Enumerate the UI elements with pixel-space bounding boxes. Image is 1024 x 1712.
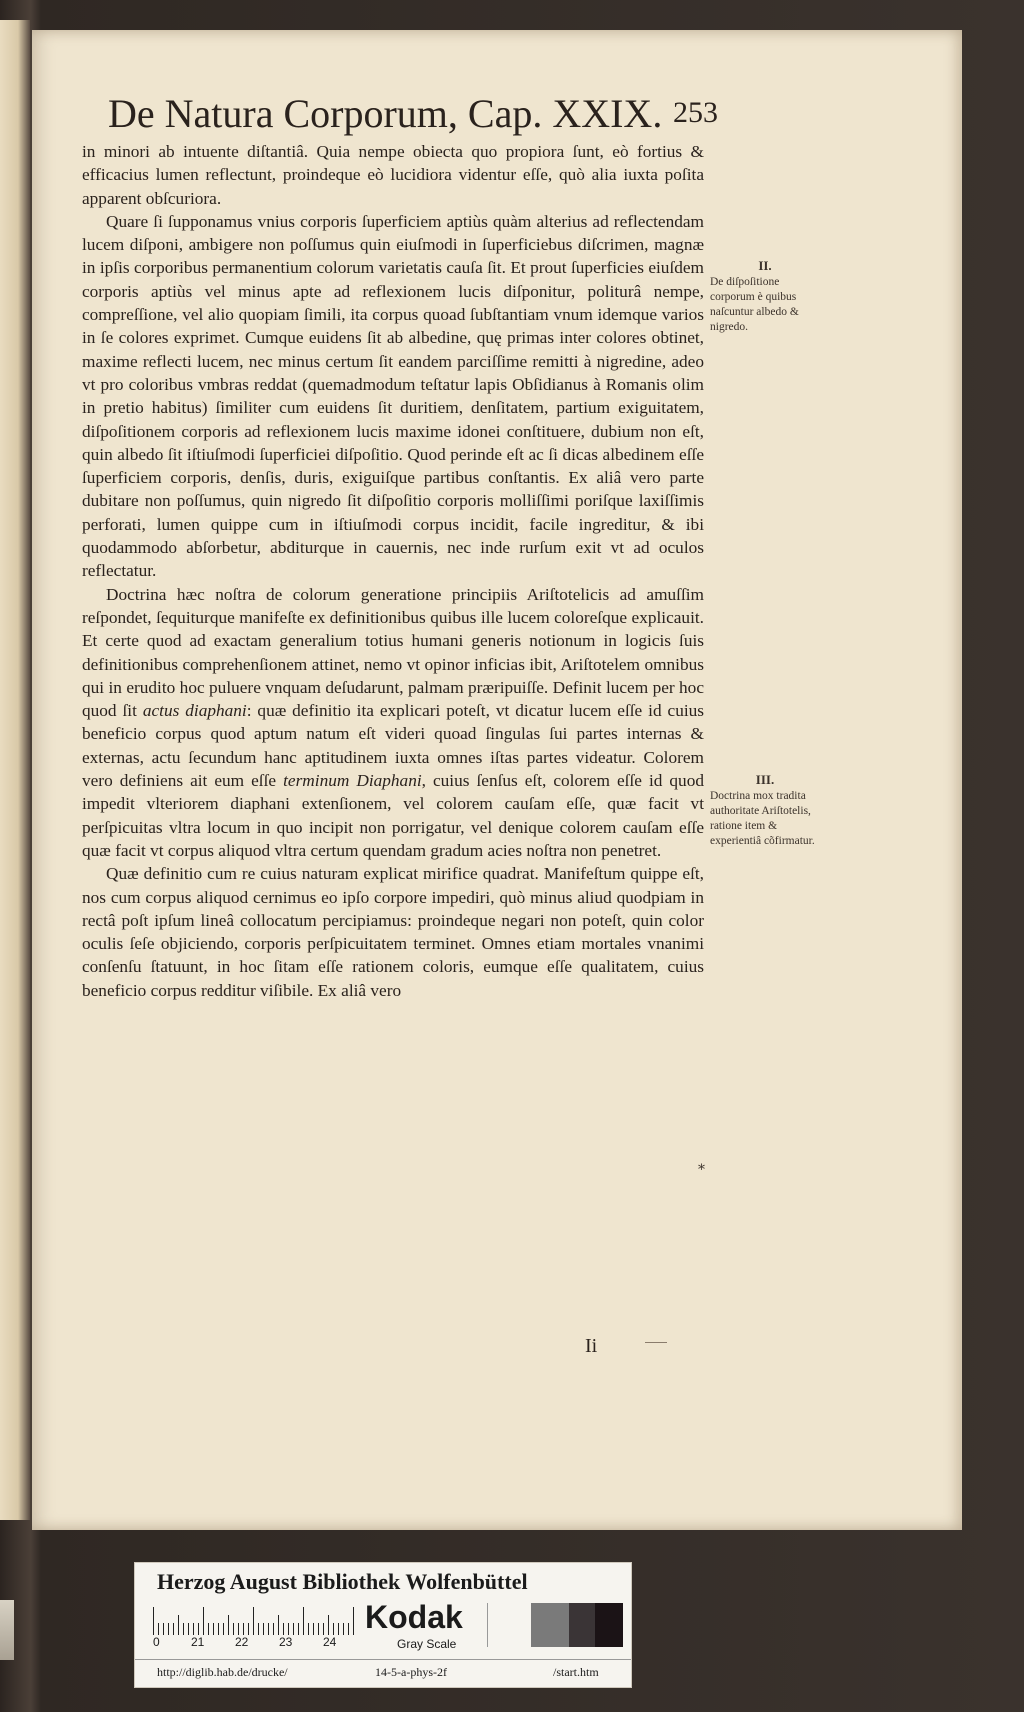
ruler-tick	[173, 1623, 174, 1635]
paragraph-continuation: in minori ab intuente diſtantiâ. Quia nempe obiecta quo propiora ſunt, eò fortius & efficacius lumen reflectunt, proindeque eò lucidiora videntur eſſe, quò alia iuxta poſita apparent obſcuriora.	[82, 142, 704, 208]
shelf-label	[0, 1600, 14, 1660]
divider	[135, 1659, 631, 1660]
url-id: 14-5-a-phys-2f	[375, 1665, 447, 1679]
ruler-tick	[328, 1615, 329, 1635]
margin-note-number: II.	[758, 258, 772, 273]
ruler-tick	[268, 1623, 269, 1635]
paragraph-quae-definitio: Quæ definitio cum re cuius naturam explicat mirifice quadrat. Manifeſtum quippe eſt, nos cum corpus aliquod cernimus eo ipſo corpore impediri, quò minus aliud quodpiam in rectâ poſt ipſum lineâ collocatum percipiamus: proindeque negari non poteſt, quin color oculis ſeſe objiciendo, corporis perſpicuitatem terminet. Omnes etiam mortales vnanimi conſenſu ſtatuunt, in hoc ſitam eſſe rationem coloris, eumque eſſe qualitatem, cuius beneficio corpus redditur viſibile. Ex aliâ vero	[82, 864, 704, 1000]
paragraph-II: Quare ſi ſupponamus vnius corporis ſuperficiem aptiùs quàm alterius ad reflectendam lucem diſponi, ambigere non poſſumus quin eiuſmodi in ſuperficiebus diſcrimen, magnæ in ipſis corporibus permanentium colorum varietatis cauſa ſit. Et prout ſuperficies eiuſdem corporis aptiùs vel minus apte ad reflexionem lucis diſponitur, politurâ nempe, compreſſione, vel alio quopiam ſimili, ita corpus quoad ſubſtantiam vnum idemque varios in ſe colores exprimet. Cumque euidens ſit ab albedine, quę primas inter colores obtinet, maxime reflecti lucem, nec minus certum ſit eandem parciſſime remitti à nigredine, adeo vt pro coloribus vmbras reddat (quemadmodum teſtatur lapis Obſidianus à Romanis olim in pretio habitus) ſimiliter cum euidens ſit duritiem, denſitatem, partium exiguitatem, diſpoſitionem corporis ad reflexionem lucis maxime idonei conſtituere, dubium non eſt, quin albedo ſit iſtiuſmodi ſuperficiei diſpoſitio. Quod perinde eſt ac ſi dicas albedinem eſſe ſuperficiem corporis, denſis, duris, exiguiſque partibus conſtantis. Ex aliâ vero parte dubitare non poſſumus, quin nigredo ſit diſpoſitio corporis molliſſimi poriſque laxiſſimis perforati, lumen quippe cum in iſtiuſmodi corpus incidit, facile ingreditur, & ibi quodammodo abſorbetur, abditurque in cauernis, nec inde rurſum exit vt ad oculos reflectatur.	[82, 211, 704, 581]
ruler-tick	[278, 1615, 279, 1635]
url-base: http://diglib.hab.de/drucke/	[157, 1665, 288, 1679]
ruler-tick	[243, 1623, 244, 1635]
gray-scale-label: Gray Scale	[397, 1637, 457, 1651]
paragraph-III-part1: Doctrina hæc noſtra de colorum generatione principiis Ariſtotelicis ad amuſſim reſpondet, ſequiturque manifeſte ex definitionibus quibus ille lucem coloreſque explicauit. Et certe quod ad exactam generalium totius humani generis notionum in logicis ſuis definitionibus comprehenſionem attinet, nemo vt opinor inficias ibit, Ariſtotelem omnibus qui in erudito hoc puluere vnquam deſudarunt, palmam præripuiſſe. Definit lucem per hoc quod ſit	[82, 584, 704, 721]
italic-term-actus-diaphani: actus diaphani	[142, 701, 247, 721]
signature-mark: Ii	[585, 1335, 598, 1357]
facing-page-edge	[0, 20, 30, 1520]
scale-number: 22	[235, 1635, 249, 1649]
running-head	[108, 90, 718, 144]
ruler-tick	[198, 1623, 199, 1635]
paragraph-III-part3: , cuius ſenſus eſt, colorem eſſe id quod impedit vlteriorem diaphani extenſionem, vel colorem cauſam eſſe, quæ facit vt perſpicuitas vltra locum in quo incipit non porrigatur, vel denique colorem cauſam eſſe quæ facit vt corpus aliquod vltra certum quendam gradum acies noſtra non penetret.	[82, 771, 704, 860]
margin-note-III	[710, 772, 820, 849]
ruler-tick	[238, 1623, 239, 1635]
margin-note-II	[710, 258, 820, 335]
ruler-tick	[348, 1623, 349, 1635]
ruler-tick	[308, 1623, 309, 1635]
ruler-tick	[293, 1623, 294, 1635]
ruler-tick	[338, 1623, 339, 1635]
ruler-tick	[203, 1607, 204, 1635]
kodak-logo: Kodak	[365, 1599, 463, 1635]
margin-note-text: Doctrina mox tradita authoritate Ariſtotelis, ratione item & experientiâ cõfirmatur.	[710, 790, 815, 847]
scale-number: 0	[153, 1635, 160, 1649]
ruler-tick	[218, 1623, 219, 1635]
ruler-tick	[333, 1623, 334, 1635]
ruler-tick	[178, 1615, 179, 1635]
ruler-tick	[343, 1623, 344, 1635]
scale-number: 21	[191, 1635, 205, 1649]
ruler-tick	[223, 1623, 224, 1635]
ruler-tick	[228, 1615, 229, 1635]
paragraph-III-part2: : quæ definitio ita explicari poteſt, vt dicatur lucem eſſe id cuius beneficio corpus quod aptum natum eſt videri quoad ſingulas ſui partes internas & externas, actu ſecundum hanc aptitudinem iuxta omnes iſtas partes videatur. Colorem vero definiens ait eum eſſe	[82, 701, 704, 791]
library-name: Herzog August Bibliothek Wolfenbüttel	[157, 1569, 528, 1594]
url-page: /start.htm	[553, 1665, 599, 1679]
asterisk-mark-icon: *	[698, 1162, 705, 1178]
gray-swatch-mid	[531, 1603, 569, 1647]
rule-line	[645, 1342, 667, 1343]
ruler-tick	[323, 1623, 324, 1635]
scale-number: 23	[279, 1635, 293, 1649]
color-calibration-strip	[134, 1562, 632, 1688]
ruler-tick	[353, 1607, 354, 1635]
gray-swatch-black	[595, 1603, 623, 1647]
ruler-tick	[318, 1623, 319, 1635]
ruler-tick	[213, 1623, 214, 1635]
ruler-tick	[303, 1607, 304, 1635]
ruler-tick	[153, 1607, 154, 1635]
divider	[487, 1603, 488, 1647]
main-text	[82, 140, 704, 1002]
italic-term-terminum-diaphani: terminum Diaphani	[283, 771, 422, 791]
ruler-tick	[188, 1623, 189, 1635]
ruler-tick	[248, 1623, 249, 1635]
ruler-tick	[258, 1623, 259, 1635]
ruler-tick	[313, 1623, 314, 1635]
paragraph-III	[82, 583, 704, 863]
ruler-tick	[283, 1623, 284, 1635]
scale-ruler	[153, 1605, 353, 1635]
ruler-tick	[288, 1623, 289, 1635]
ruler-tick	[158, 1623, 159, 1635]
running-head-title: De Natura Corporum, Cap. XXIX.	[108, 91, 663, 136]
margin-note-text: De diſpoſitione corporum è quibus naſcuntur albedo & nigredo.	[710, 276, 799, 333]
scale-number: 24	[323, 1635, 337, 1649]
ruler-tick	[183, 1623, 184, 1635]
ruler-tick	[263, 1623, 264, 1635]
ruler-tick	[208, 1623, 209, 1635]
ruler-tick	[193, 1623, 194, 1635]
ruler-tick	[273, 1623, 274, 1635]
ruler-tick	[163, 1623, 164, 1635]
ruler-tick	[298, 1623, 299, 1635]
ruler-tick	[168, 1623, 169, 1635]
ruler-tick	[233, 1623, 234, 1635]
ruler-tick	[253, 1607, 254, 1635]
page-number: 253	[673, 96, 718, 129]
margin-note-number: III.	[755, 772, 775, 787]
